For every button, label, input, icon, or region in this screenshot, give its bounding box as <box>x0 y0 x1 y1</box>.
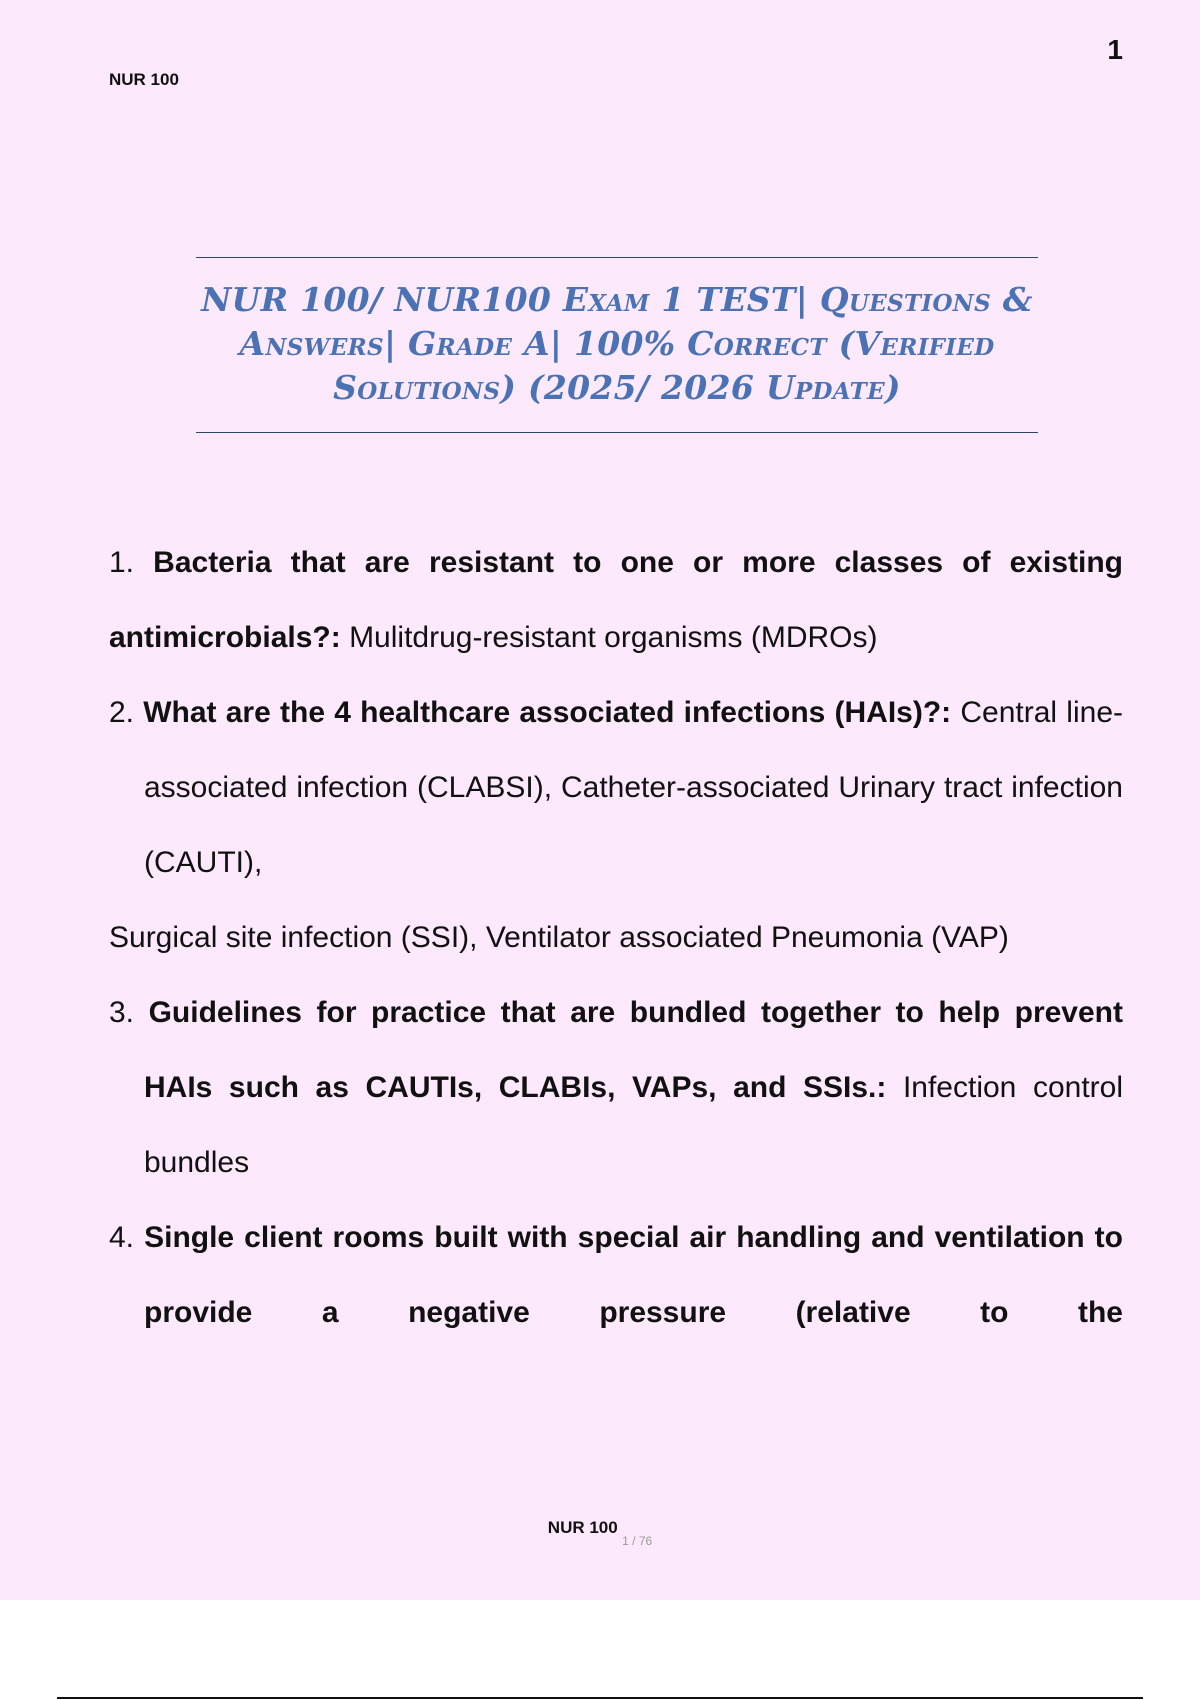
item-number: 4. <box>109 1221 135 1254</box>
qa-item-2 <box>109 675 1123 900</box>
title-block <box>196 257 1038 433</box>
page-footer <box>0 1518 1200 1548</box>
qa-list <box>109 525 1123 1350</box>
bottom-divider <box>57 1697 1143 1699</box>
answer-text: Infection control bundles <box>144 1071 1123 1179</box>
answer-text: Mulitdrug-resistant organisms (MDROs) <box>349 621 878 654</box>
answer-continuation: Surgical site infection (SSI), Ventilator associated Pneumonia (VAP) <box>109 921 1009 954</box>
title-line-3: Solutions) (2025/ 2026 Update) <box>333 368 901 407</box>
question-text: What are the 4 healthcare associated infections (HAIs)?: <box>143 696 952 729</box>
document-title <box>196 278 1038 410</box>
answer-text: Central line-associated infection (CLABSI), Catheter-associated Urinary tract infection (CAUTI), <box>144 696 1123 879</box>
qa-item-4 <box>109 1200 1123 1350</box>
question-text: Bacteria that are resistant to one or more classes of existing antimicrobials?: <box>109 546 1123 654</box>
header-course-code: NUR 100 <box>109 70 179 89</box>
item-number: 2. <box>109 696 135 729</box>
footer-page-counter: 1 / 76 <box>622 1534 653 1548</box>
title-line-1: NUR 100/ NUR100 Exam 1 TEST| Questions & <box>201 280 1033 319</box>
page-number: 1 <box>1107 34 1123 65</box>
item-number: 1. <box>109 546 135 579</box>
qa-item-1 <box>109 525 1123 675</box>
title-line-2: Answers| Grade A| 100% Correct (Verified <box>239 324 995 363</box>
qa-item-3 <box>109 975 1123 1200</box>
footer-course-code: NUR 100 <box>547 1518 618 1537</box>
item-number: 3. <box>109 996 135 1029</box>
question-text: Single client rooms built with special air handling and ventilation to provide a negative pressure (relative to the <box>144 1221 1123 1329</box>
question-text: Guidelines for practice that are bundled together to help prevent HAIs such as CAUTIs, CLABIs, VAPs, and SSIs.: <box>144 996 1123 1104</box>
